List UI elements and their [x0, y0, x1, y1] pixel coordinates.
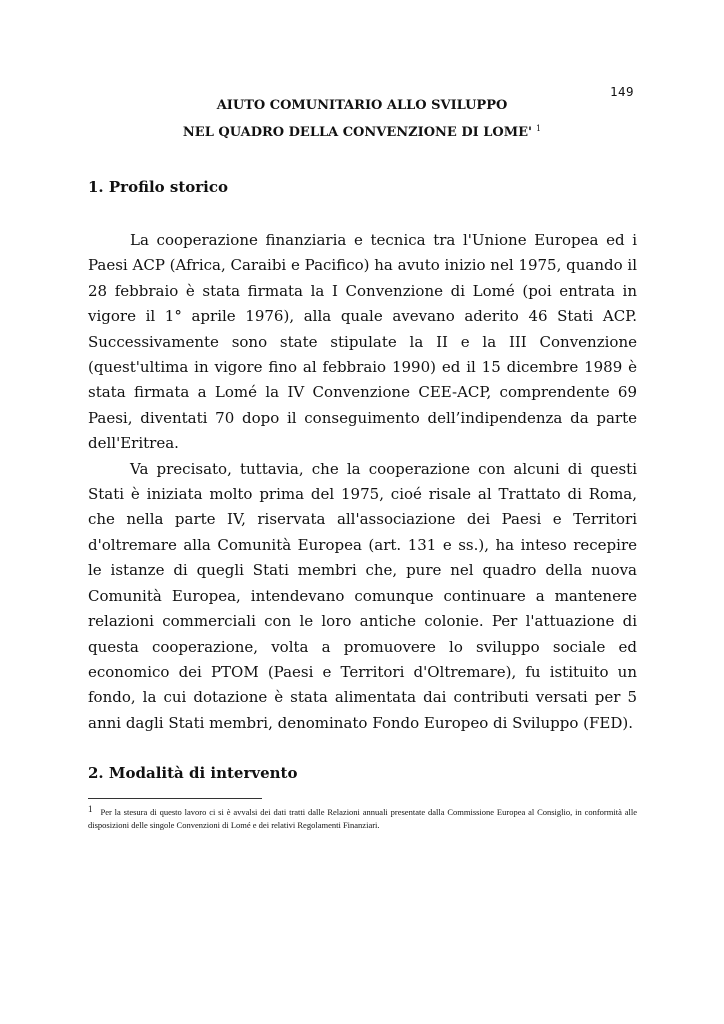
- page-number: 149: [610, 84, 635, 99]
- footnote: [88, 803, 637, 831]
- document-title-line-2-text: NEL QUADRO DELLA CONVENZIONE DI LOME': [182, 125, 532, 140]
- section-1-heading: 1. Profilo storico: [88, 178, 229, 196]
- document-title-line-2: [0, 124, 724, 140]
- section-2-heading: 2. Modalità di intervento: [88, 764, 298, 782]
- paragraph-1: La cooperazione finanziaria e tecnica tra l'Unione Europea ed i Paesi ACP (Africa, Caraibi e Pacifico) ha avuto inizio nel 1975, quando il 28 febbraio è stata firmata la I Convenzione di Lomé (poi entrata in vigore il 1° aprile 1976), alla quale avevano aderito 46 Stati ACP. Successivamente sono state stipulate la II e la III Convenzione (quest'ultima in vigore fino al febbraio 1990) ed il 15 dicembre 1989 è stata firmata a Lomé la IV Convenzione CEE-ACP, comprendente 69 Paesi, diventati 70 dopo il conseguimento dell’indipendenza da parte dell'Eritrea.: [88, 231, 637, 453]
- paragraph-2: Va precisato, tuttavia, che la cooperazione con alcuni di questi Stati è iniziata molto prima del 1975, cioé risale al Trattato di Roma, che nella parte IV, riservata all'associazione dei Paesi e Territori d'oltremare alla Comunità Europea (art. 131 e ss.), ha inteso recepire le istanze di quegli Stati membri che, pure nel quadro della nuova Comunità Europea, intendevano comunque continuare a mantenere relazioni commerciali con le loro antiche colonie. Per l'attuazione di questa cooperazione, volta a promuovere lo sviluppo sociale ed economico dei PTOM (Paesi e Territori d'Oltremare), fu istituito un fondo, la cui dotazione è stata alimentata dai contributi versati per 5 anni dagli Stati membri, denominato Fondo Europeo di Sviluppo (FED).: [88, 459, 637, 732]
- section-1-body: [88, 228, 637, 736]
- footnote-mark: 1: [88, 804, 93, 814]
- title-footnote-reference: 1: [535, 124, 542, 133]
- footnote-text: Per la stesura di questo lavoro ci si è avvalsi dei dati tratti dalle Relazioni annuali presentate dalla Commissione Europea al Consiglio, in conformità alle disposizioni delle singole Convenzioni di Lomé e dei relativi Regolamenti Finanziari.: [88, 807, 637, 830]
- document-title-line-1: AIUTO COMUNITARIO ALLO SVILUPPO: [216, 98, 508, 113]
- footnote-divider: [88, 798, 262, 799]
